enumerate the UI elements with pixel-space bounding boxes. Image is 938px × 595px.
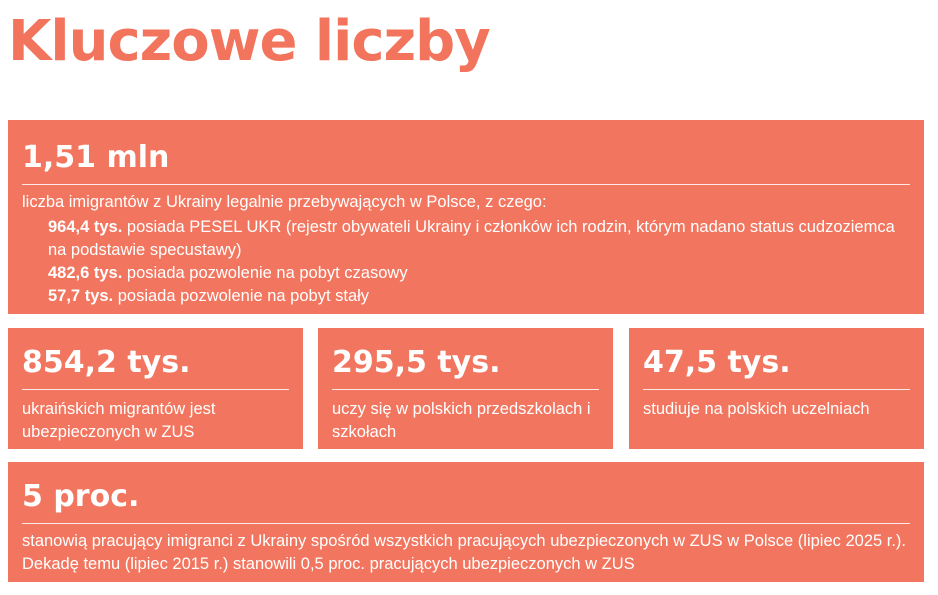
divider [332,389,599,390]
stat-card-universities [629,328,924,449]
stat-description: uczy się w polskich przedszkolach i szkołach [332,400,591,441]
stat-description: ukraińskich migrantów jest ubezpieczonych w ZUS [22,400,216,441]
divider [643,389,910,390]
page-title: Kluczowe liczby [8,9,490,74]
breakdown-value: 482,6 tys. [48,264,123,282]
breakdown-text: posiada PESEL UKR (rejestr obywateli Ukrainy i członków ich rodzin, którym nadano status cudzoziemca na podstawie specustawy) [48,218,895,259]
stat-value: 1,51 mln [22,140,170,175]
breakdown-item-permanent [48,285,910,308]
stat-value: 854,2 tys. [22,345,191,380]
breakdown-item-temporary [48,262,910,285]
stat-card-immigrants-total [8,120,924,314]
breakdown-value: 57,7 tys. [48,287,114,305]
breakdown-value: 964,4 tys. [48,218,123,236]
stat-card-percent [8,462,924,582]
breakdown-item-pesel [48,216,910,262]
stat-card-schools [318,328,613,449]
stat-description: studiuje na polskich uczelniach [643,400,870,418]
stat-value: 5 proc. [22,479,140,514]
stat-description: liczba imigrantów z Ukrainy legalnie przebywających w Polsce, z czego: [22,193,547,211]
breakdown-text: posiada pozwolenie na pobyt czasowy [122,264,408,282]
divider [22,184,910,185]
breakdown-text: posiada pozwolenie na pobyt stały [113,287,370,305]
divider [22,523,910,524]
stat-card-zus [8,328,303,449]
divider [22,389,289,390]
stat-description: stanowią pracujący imigranci z Ukrainy spośród wszystkich pracujących ubezpieczonych w ZUS w Polsce (lipiec 2025 r.). Dekadę temu (lipiec 2015 r.) stanowili 0,5 proc. pracujących ubezpieczonych w ZUS [22,532,907,573]
stat-value: 47,5 tys. [643,345,791,380]
breakdown-list [48,216,910,308]
stat-value: 295,5 tys. [332,345,501,380]
